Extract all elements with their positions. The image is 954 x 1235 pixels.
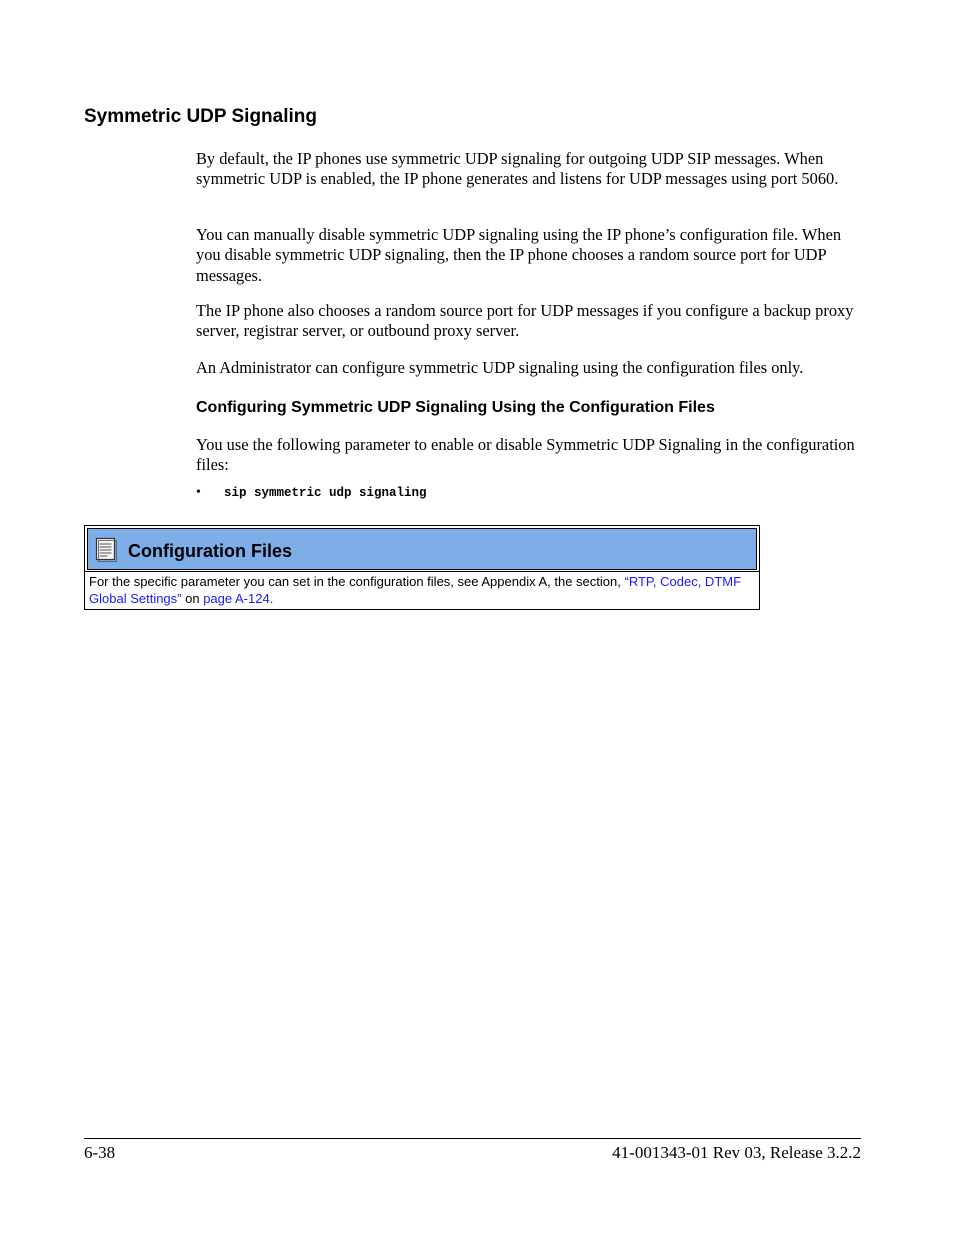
note-text-before: For the specific parameter you can set in the configuration files, see Appendix A, the section, bbox=[89, 574, 625, 589]
parameter-name: sip symmetric udp signaling bbox=[224, 486, 427, 500]
note-text-between: on bbox=[181, 591, 204, 606]
subsection-intro: You use the following parameter to enable or disable Symmetric UDP Signaling in the configuration files: bbox=[196, 435, 855, 475]
paragraph-administrator: An Administrator can configure symmetric UDP signaling using the configuration files only. bbox=[196, 358, 804, 377]
note-header bbox=[87, 528, 757, 570]
note-divider bbox=[85, 571, 759, 572]
link-page-a-124[interactable]: page A-124 bbox=[203, 591, 270, 606]
subsection-title: Configuring Symmetric UDP Signaling Using the Configuration Files bbox=[196, 399, 715, 416]
footer-rule bbox=[84, 1138, 861, 1139]
section-title: Symmetric UDP Signaling bbox=[84, 106, 317, 127]
note-body bbox=[89, 573, 754, 607]
note-title: Configuration Files bbox=[128, 540, 292, 561]
document-info: 41-001343-01 Rev 03, Release 3.2.2 bbox=[612, 1143, 861, 1162]
note-text-after: . bbox=[269, 591, 274, 606]
note-box bbox=[84, 525, 760, 610]
page-number: 6-38 bbox=[84, 1143, 116, 1162]
link-rtp-codec-dtmf-settings[interactable]: “RTP, Codec, DTMF Global Settings” bbox=[89, 574, 742, 606]
document-icon bbox=[95, 537, 117, 562]
bullet-icon: • bbox=[196, 485, 201, 500]
parameter-list-item bbox=[196, 485, 427, 501]
paragraph-manual-disable: You can manually disable symmetric UDP signaling using the IP phone’s configuration file. When you disable symmetric UDP signaling, then the IP phone chooses a random source port for UDP messages. bbox=[196, 225, 842, 285]
paragraph-default-behavior: By default, the IP phones use symmetric UDP signaling for outgoing UDP SIP messages. When symmetric UDP is enabled, the IP phone generates and listens for UDP messages using port 5060. bbox=[196, 149, 839, 189]
paragraph-random-port: The IP phone also chooses a random source port for UDP messages if you configure a backup proxy server, registrar server, or outbound proxy server. bbox=[196, 301, 854, 341]
